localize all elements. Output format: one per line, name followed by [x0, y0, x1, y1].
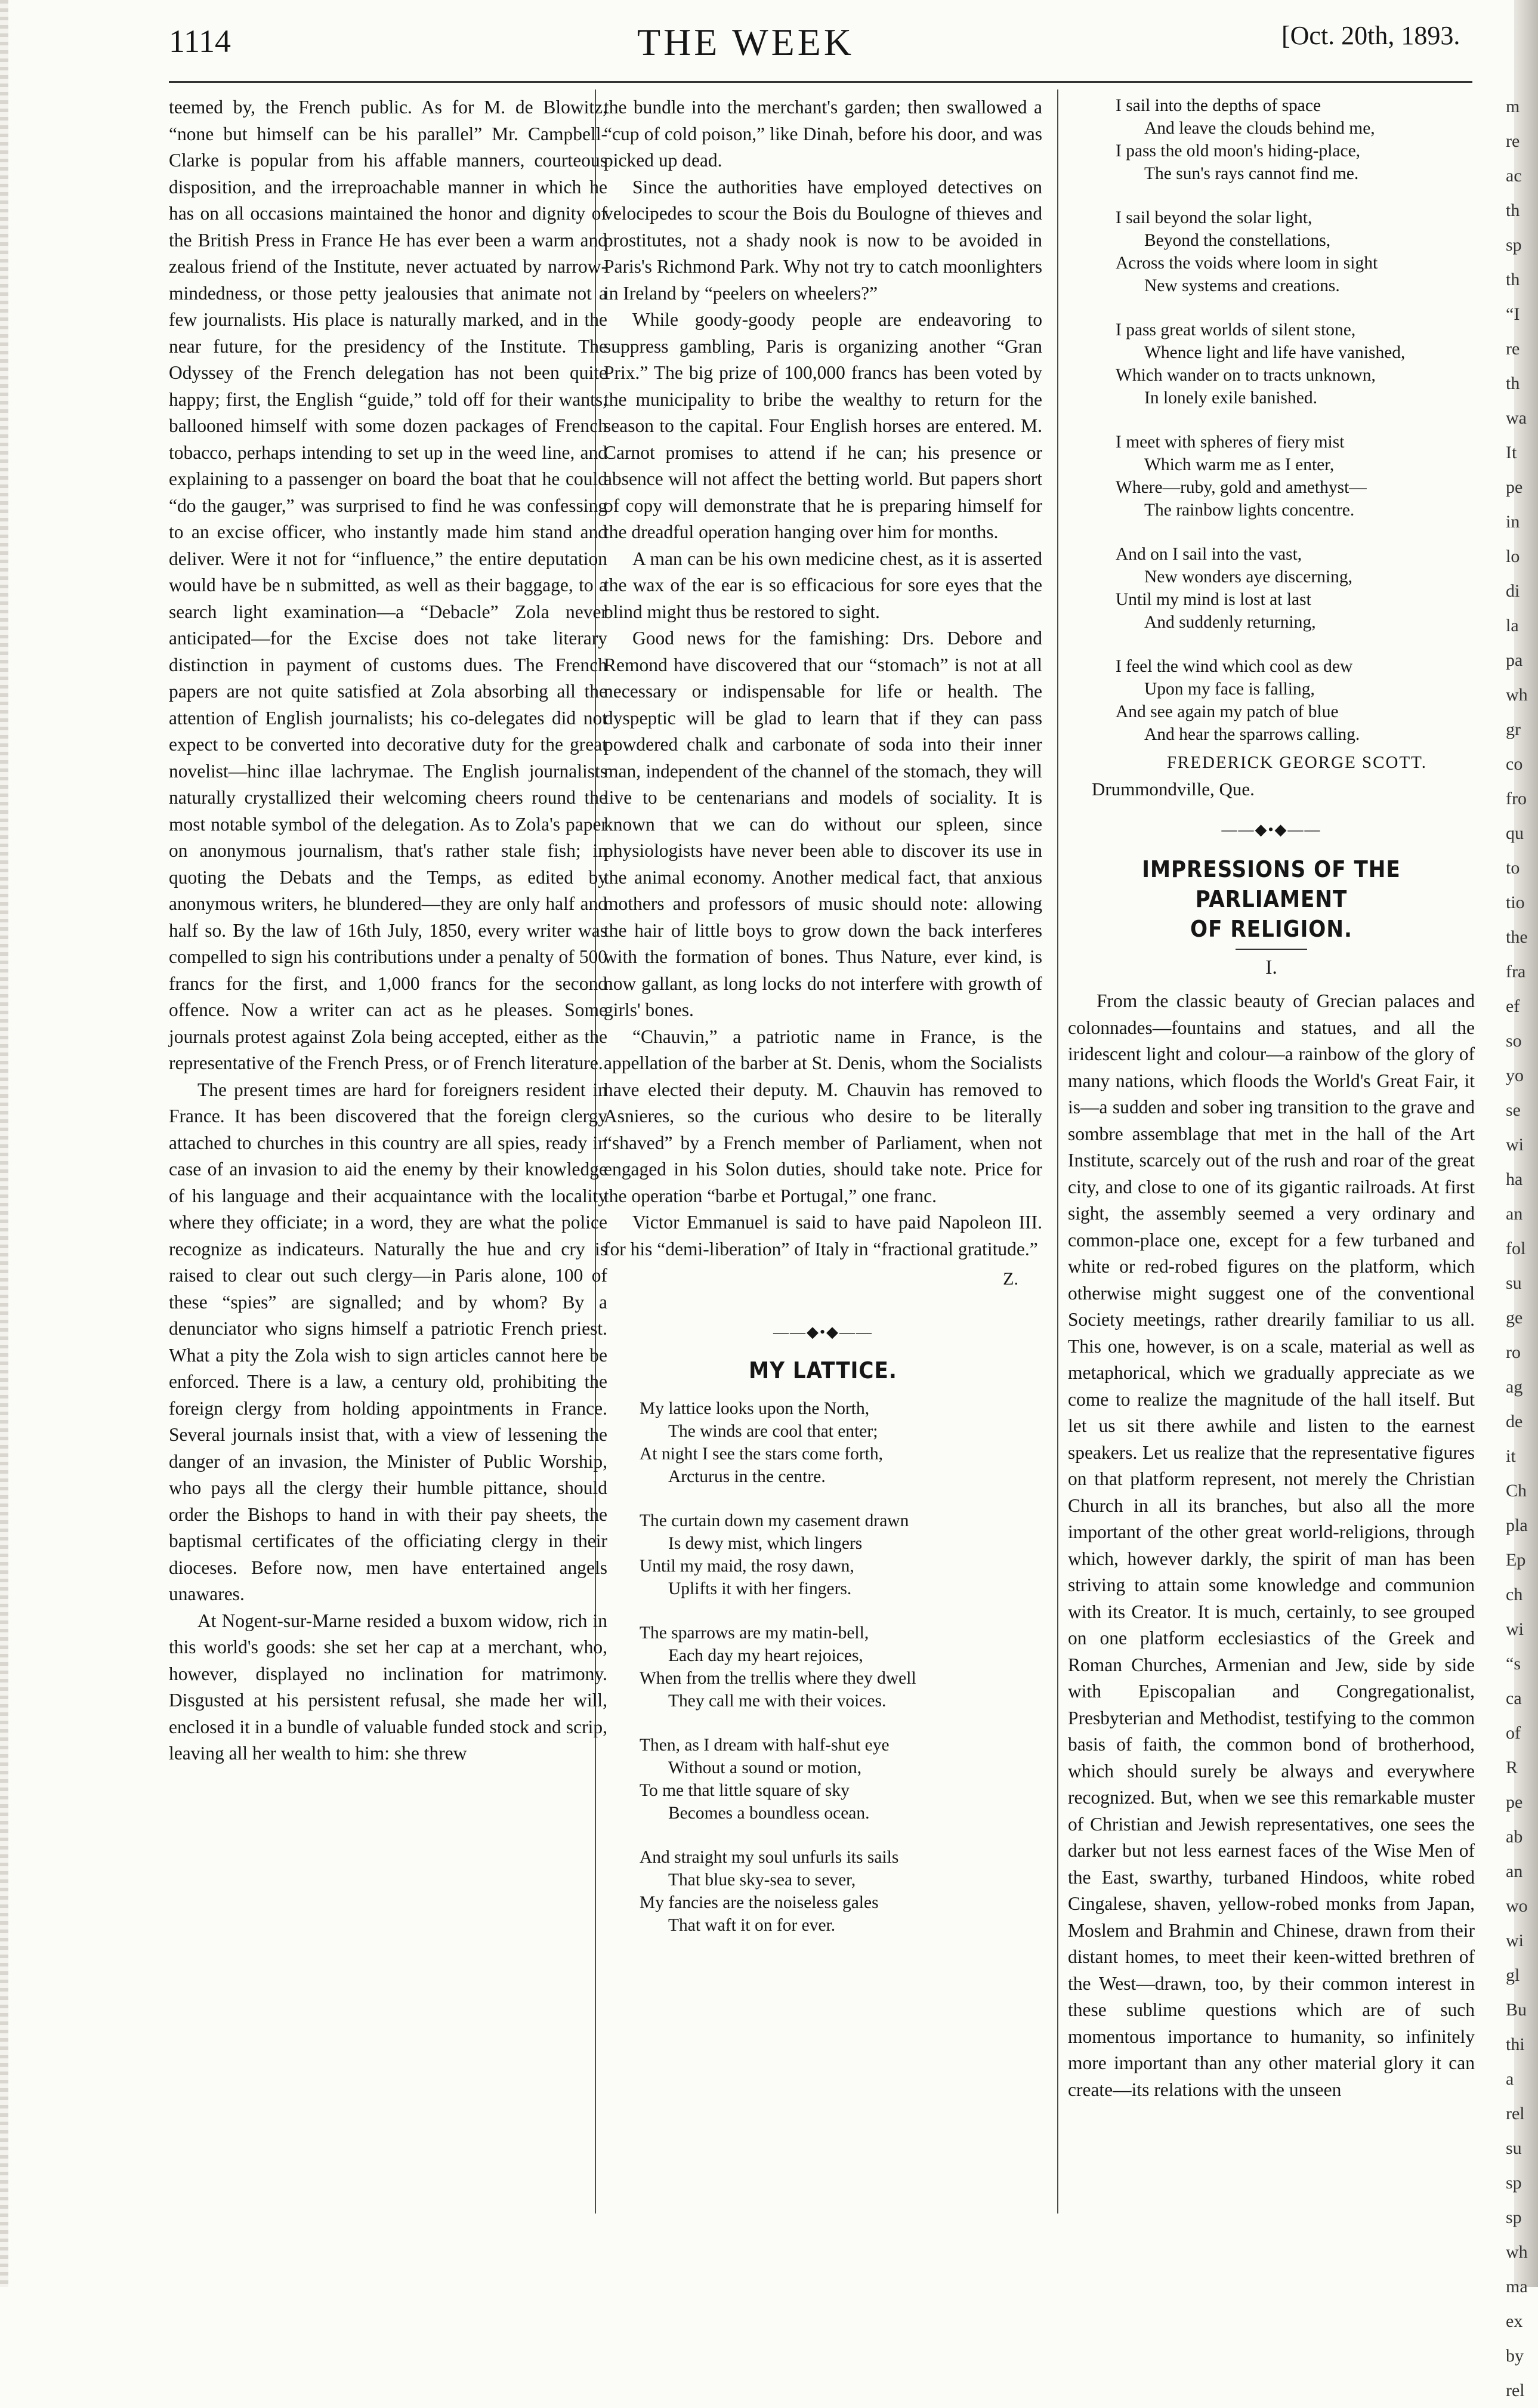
poem-line: I meet with spheres of fiery mist — [1116, 433, 1345, 452]
margin-fragment: co — [1506, 754, 1523, 774]
margin-fragment: sp — [1506, 2173, 1522, 2193]
poem-line: The rainbow lights concentre. — [1144, 501, 1355, 520]
poem — [640, 1397, 1042, 1937]
margin-fragment: yo — [1506, 1066, 1524, 1085]
poem-line: My fancies are the noiseless gales — [640, 1893, 879, 1912]
poem-line: Beyond the constellations, — [1144, 231, 1331, 250]
poem-line: Which warm me as I enter, — [1144, 455, 1335, 474]
poem-stanza — [1116, 655, 1475, 746]
margin-fragment: Ep — [1506, 1550, 1526, 1570]
margin-fragment: m — [1506, 97, 1520, 116]
margin-fragment: su — [1506, 2138, 1522, 2158]
poem-line: Arcturus in the centre. — [668, 1467, 826, 1486]
header-rule — [169, 81, 1472, 83]
poem-line: Which wander on to tracts unknown, — [1116, 366, 1376, 385]
margin-fragment: it — [1506, 1446, 1516, 1466]
margin-fragment: “I — [1506, 304, 1520, 324]
margin-fragment: ac — [1506, 166, 1522, 186]
poem-line: To me that little square of sky — [640, 1780, 850, 1800]
margin-fragment: fro — [1506, 789, 1527, 808]
poem-line: Across the voids where loom in sight — [1116, 254, 1378, 273]
margin-fragment: th — [1506, 270, 1520, 289]
margin-fragment: wi — [1506, 1931, 1524, 1950]
issue-date: [Oct. 20th, 1893. — [1281, 21, 1460, 50]
margin-fragment: su — [1506, 1273, 1522, 1293]
margin-fragment: “s — [1506, 1654, 1521, 1674]
poem-stanza — [1116, 319, 1475, 409]
article-title-line: OF RELIGION. — [1190, 915, 1352, 942]
margin-fragment: la — [1506, 616, 1519, 635]
masthead: THE WEEK — [637, 21, 855, 63]
margin-fragment: pa — [1506, 650, 1523, 670]
poem-line: And suddenly returning, — [1144, 613, 1316, 632]
column-2 — [604, 94, 1042, 1958]
margin-fragment: to — [1506, 858, 1520, 878]
column-rule-right — [1057, 89, 1058, 2213]
margin-fragment: rel — [1506, 2104, 1525, 2123]
paragraph: A man can be his own medicine chest, as it is asserted the wax of the ear is so efficacious for sore eyes that the blind might thus be restored to sight. — [604, 548, 1042, 622]
poem-line: I sail beyond the solar light, — [1116, 208, 1312, 227]
poem-line: They call me with their voices. — [668, 1691, 887, 1711]
section-ornament: ——◆•◆—— — [773, 1323, 873, 1341]
margin-fragment: the — [1506, 927, 1528, 947]
margin-fragment: tio — [1506, 893, 1525, 912]
poem-line: And hear the sparrows calling. — [1144, 725, 1360, 744]
margin-fragment: pla — [1506, 1515, 1528, 1535]
poem-line: The winds are cool that enter; — [668, 1421, 878, 1441]
poem-line: Each day my heart rejoices, — [668, 1646, 863, 1665]
margin-fragment: R — [1506, 1758, 1518, 1777]
poem-line: Where—ruby, gold and amethyst— — [1116, 478, 1367, 497]
paragraph: Victor Emmanuel is said to have paid Napoleon III. for his “demi-liberation” of Italy in “fractional gratitude.” — [604, 1212, 1042, 1259]
section-number: I. — [1265, 956, 1277, 978]
poem-stanza — [640, 1846, 1042, 1937]
poem-line: The curtain down my casement drawn — [640, 1511, 909, 1530]
margin-fragment: wi — [1506, 1619, 1524, 1639]
margin-fragment: pe — [1506, 477, 1523, 497]
margin-fragment: th — [1506, 373, 1520, 393]
adjacent-page-fragments — [1506, 89, 1536, 2408]
margin-fragment: pe — [1506, 1792, 1523, 1812]
paragraph: From the classic beauty of Grecian palaces and colonnades—fountains and statues, and all the iridescent light and colour—a rainbow of the glory of many nations, which floods the World's Great Fair, it is—a sudden and sober ing transition to the grave and sombre assemblage that met in the hall of the Art Institute, scarcely out of the rush and roar of the great city, and close to one of its gigantic railroads. At first sight, the assembly seemed a very ordinary and common-place one, except for a few turbaned and white or red-robed figures on the platform, which otherwise might suggest one of the conventional Society meetings, rather drearily familiar to us all. This one, however, is on a scale, material as well as metaphorical, which we gradually appreciate as we come to realize the magnitude of the hall itself. But let us sit there awhile and listen to the earnest speakers. Let us realize that the representative figures on that platform represent, not merely the Christian Church in all its branches, but also all the more important of the other great world-religions, through which, however darkly, the spirit of man has been striving to attain some knowledge and communion with its Creator. It is much, certainly, to see grouped on one platform ecclesiastics of the Greek and Roman Churches, Armenian and Jew, side by side with Episcopalian and Congregationalist, Presbyterian and Methodist, testifying to the common basis of faith, the common bond of brotherhood, which should surely be always and everywhere recognized. But, when we see this remarkable muster of Christian and Jewish representatives, one sees the darker but not less earnest faces of the Wise Men of the East, swarthy, turbaned Hindoos, white robed Cingalese, shaven, yellow-robed monks from Japan, Moslem and Brahmin and Chinese, drawn from their distant homes, to meet their keen-witted brethren of the West—drawn, too, by their common interest in these sublime questions which are of such momentous importance to humanity, so infinitely more important than any other material glory it can create—its relations with the unseen — [1068, 990, 1475, 2100]
poem-line: Until my mind is lost at last — [1116, 590, 1311, 609]
poem-line: I pass the old moon's hiding-place, — [1116, 141, 1361, 160]
margin-fragment: It — [1506, 443, 1517, 462]
margin-fragment: wh — [1506, 2242, 1528, 2262]
poem-line: I sail into the depths of space — [1116, 96, 1321, 115]
paragraph: The present times are hard for foreigners resident in France. It has been discovered that the foreign clergy attached to churches in this country are all spies, ready in case of an invasion to aid the enemy by their knowledge of his language and their acquaintance with the locality where they officiate; in a word, they are what the police recognize as indicateurs. Naturally the hue and cry is raised to clear out such clergy—in Paris alone, 100 of these “spies” are signalled; and by whom? By a denunciator who signs himself a patriotic French priest. What a pity the Zola wish to sign articles cannot here be enforced. There is a law, a century old, prohibiting the foreign clergy from holding appointments in France. Several journals insist that, with a view of lessening the danger of an invasion, the Minister of Public Worship, who pays all the clergy their humble pittance, should order the Bishops to hand in with their pay sheets, the baptismal certificates of the officiating clergy in their dioceses. Before now, men have entertained angels unawares. — [169, 1079, 607, 1604]
poem-line: And see again my patch of blue — [1116, 702, 1339, 721]
margin-fragment: ha — [1506, 1169, 1523, 1189]
margin-fragment: ma — [1506, 2277, 1528, 2296]
poem-title: MY LATTICE. — [749, 1357, 897, 1384]
article-title — [1068, 854, 1475, 944]
poem-line: Is dewy mist, which lingers — [668, 1533, 863, 1553]
poet-place: Drummondville, Que. — [1092, 778, 1255, 799]
margin-fragment: th — [1506, 200, 1520, 220]
poem-line: Then, as I dream with half-shut eye — [640, 1735, 890, 1755]
poem-line: Until my maid, the rosy dawn, — [640, 1556, 854, 1576]
margin-fragment: re — [1506, 339, 1520, 359]
margin-fragment: an — [1506, 1204, 1523, 1224]
poem-line: When from the trellis where they dwell — [640, 1668, 916, 1688]
margin-fragment: di — [1506, 581, 1520, 601]
margin-fragment: ge — [1506, 1308, 1523, 1328]
column-3 — [1068, 94, 1475, 2103]
poem-line: Upon my face is falling, — [1144, 680, 1315, 699]
margin-fragment: by — [1506, 2346, 1524, 2366]
margin-fragment: wi — [1506, 1135, 1524, 1154]
poem-line: My lattice looks upon the North, — [640, 1399, 870, 1418]
poem-line: I pass great worlds of silent stone, — [1116, 320, 1356, 339]
paragraph: the bundle into the merchant's garden; then swallowed a “cup of cold poison,” like Dinah, before his door, and was picked up dead. — [604, 97, 1042, 171]
poem-line: New systems and creations. — [1144, 276, 1340, 295]
poem-line: I feel the wind which cool as dew — [1116, 657, 1353, 676]
paragraph: Good news for the famishing: Drs. Debore and Remond have discovered that our “stomach” is not at all necessary or indispensable for life or health. The dyspeptic will be glad to learn that if they can pass powdered chalk and carbonate of soda into their inner man, independent of the channel of the stomach, they will live to be centenarians and models of sociality. It is known that we can do without our spleen, since physiologists have never been able to discover its use in the animal economy. Another medical fact, that anxious mothers and professors of music should note: allowing the hair of little boys to grow down the back interferes with the formation of bones. Thus Nature, ever kind, is now gallant, as long locks do not interfere with growth of girls' bones. — [604, 628, 1042, 1020]
margin-fragment: sp — [1506, 2208, 1522, 2227]
margin-fragment: qu — [1506, 823, 1524, 843]
margin-fragment: so — [1506, 1031, 1522, 1051]
poem-stanza — [640, 1397, 1042, 1488]
paragraph: While goody-goody people are endeavoring to suppress gambling, Paris is organizing another “Gran Prix.” The big prize of 100,000 francs has been voted by the municipality to bribe the wealthy to return for the season to the capital. Four English horses are entered. M. Carnot promises to attend if he can; his presence or absence will not affect the betting world. But papers short of copy will demonstrate that he is preparing himself for the dreadful operation hanging over him for months. — [604, 309, 1042, 542]
poem-stanza — [1116, 543, 1475, 634]
poem-line: Whence light and life have vanished, — [1144, 343, 1406, 362]
margin-fragment: wo — [1506, 1896, 1528, 1916]
author-signature: Z. — [1003, 1269, 1018, 1289]
margin-fragment: thi — [1506, 2035, 1525, 2054]
margin-fragment: gr — [1506, 720, 1521, 739]
margin-fragment: ef — [1506, 996, 1520, 1016]
poem-stanza — [640, 1734, 1042, 1824]
poem-line: And on I sail into the vast, — [1116, 545, 1302, 564]
poem-stanza — [640, 1509, 1042, 1600]
poem-stanza — [640, 1622, 1042, 1712]
margin-fragment: sp — [1506, 235, 1522, 255]
margin-fragment: Ch — [1506, 1481, 1527, 1501]
margin-fragment: wh — [1506, 685, 1528, 705]
poem-line: The sun's rays cannot find me. — [1144, 164, 1359, 183]
margin-fragment: ag — [1506, 1377, 1523, 1397]
margin-fragment: se — [1506, 1100, 1521, 1120]
article-title-line: IMPRESSIONS OF THE PARLIAMENT — [1142, 856, 1401, 912]
margin-fragment: de — [1506, 1412, 1523, 1431]
margin-fragment: ca — [1506, 1688, 1522, 1708]
poem-line: Without a sound or motion, — [668, 1758, 862, 1777]
poem-line: That waft it on for ever. — [668, 1915, 836, 1935]
margin-fragment: a — [1506, 2069, 1514, 2089]
margin-fragment: in — [1506, 512, 1520, 532]
paragraph: At Nogent-sur-Marne resided a buxom widow, rich in this world's goods: she set her cap at a merchant, who, however, displayed no inclination for matrimony. Disgusted at his persistent refusal, she made her will, enclosed it in a bundle of valuable funded stock and scrip, leaving all her wealth to him: she threw — [169, 1610, 607, 1764]
poem-continued — [1116, 94, 1475, 746]
poem-stanza — [1116, 206, 1475, 297]
poem-stanza — [1116, 431, 1475, 521]
margin-fragment: ch — [1506, 1585, 1523, 1604]
section-ornament: ——◆•◆—— — [1221, 821, 1321, 838]
paragraph: teemed by, the French public. As for M. de Blowitz, “none but himself can be his parallel” Mr. Campbell-Clarke is popular from his affable manners, courteous disposition, and the irreproachable manner in which he has on all occasions maintained the honor and dignity of the British Press in France He has ever been a warm and zealous friend of the Institute, never actuated by narrow-mindedness, or those petty jealousies that animate not a few journalists. His place is naturally marked, and in the near future, for the presidency of the Institute. The Odyssey of the French delegation has not been quite happy; first, the English “guide,” told off for their wants, ballooned himself with some dozen packages of French tobacco, perhaps intending to set up in the weed line, and explaining to a passenger on board the boat that he could “do the gauger,” was surprised to find he was confessing to an excise officer, who instantly made him stand and deliver. Were it not for “influence,” the entire deputation would have be n submitted, as well as their baggage, to a search light examination—a “Debacle” Zola never anticipated—for the Excise does not take literary distinction in payment of customs dues. The French papers are not quite satisfied at Zola absorbing all the attention of English journalists; his co-delegates did not expect to be converted into decorative duty for the great novelist—hinc illae lachrymae. The English journalists naturally crystallized their welcoming cheers round the most notable symbol of the delegation. As to Zola's paper on anonymous journalism, that's rather stale fish; in quoting the Debats and the Temps, as edited by anonymous writers, he blundered—they are only half and half so. By the law of 16th July, 1850, every writer was compelled to sign his contributions under a penalty of 500 francs for the first, and 1,000 francs for the second offence. Now a writer can act as he pleases. Some journals protest against Zola being accepted, either as the representative of the French Press, or of French literature. — [169, 97, 607, 1073]
margin-fragment: gl — [1506, 1965, 1520, 1985]
margin-fragment: re — [1506, 131, 1520, 151]
poem-line: The sparrows are my matin-bell, — [640, 1623, 869, 1643]
margin-fragment: lo — [1506, 547, 1520, 566]
paragraph: “Chauvin,” a patriotic name in France, is the appellation of the barber at St. Denis, whom the Socialists have elected their deputy. M. Chauvin has removed to Asnieres, so the curious who desire to be literally “shaved” by a French member of Parliament, when not engaged in his Solon duties, should take note. Price for the operation “barbe et Portugal,” one franc. — [604, 1026, 1042, 1206]
adjacent-page-edge — [1503, 0, 1538, 2400]
poem-line: At night I see the stars come forth, — [640, 1444, 883, 1464]
margin-fragment: of — [1506, 1723, 1521, 1743]
binding-edge — [0, 0, 8, 2287]
column-1 — [169, 94, 607, 1767]
poem-line: That blue sky-sea to sever, — [668, 1870, 856, 1890]
margin-fragment: Bu — [1506, 2000, 1527, 2020]
margin-fragment: rel — [1506, 2381, 1525, 2400]
poem-line: In lonely exile banished. — [1144, 388, 1318, 407]
title-rule — [1236, 949, 1307, 950]
paragraph: Since the authorities have employed detectives on velocipedes to scour the Bois du Boulogne of thieves and prostitutes, not a shady nook is now to be avoided in Paris's Richmond Park. Why not try to catch moonlighters in Ireland by “peelers on wheelers?” — [604, 176, 1042, 304]
poem-line: Uplifts it with her fingers. — [668, 1579, 852, 1598]
poem-line: Becomes a boundless ocean. — [668, 1803, 870, 1823]
poet-name: FREDERICK GEORGE SCOTT. — [1166, 753, 1427, 772]
poem-line: New wonders aye discerning, — [1144, 567, 1352, 586]
poem-stanza — [1116, 94, 1475, 185]
margin-fragment: wa — [1506, 408, 1527, 428]
margin-fragment: fra — [1506, 962, 1526, 981]
poem-line: And leave the clouds behind me, — [1144, 119, 1375, 138]
margin-fragment: ro — [1506, 1342, 1521, 1362]
margin-fragment: ex — [1506, 2311, 1523, 2331]
margin-fragment: an — [1506, 1861, 1523, 1881]
margin-fragment: fol — [1506, 1239, 1526, 1258]
poem-line: And straight my soul unfurls its sails — [640, 1847, 899, 1867]
margin-fragment: ab — [1506, 1827, 1523, 1847]
page-number: 1114 — [169, 23, 231, 59]
